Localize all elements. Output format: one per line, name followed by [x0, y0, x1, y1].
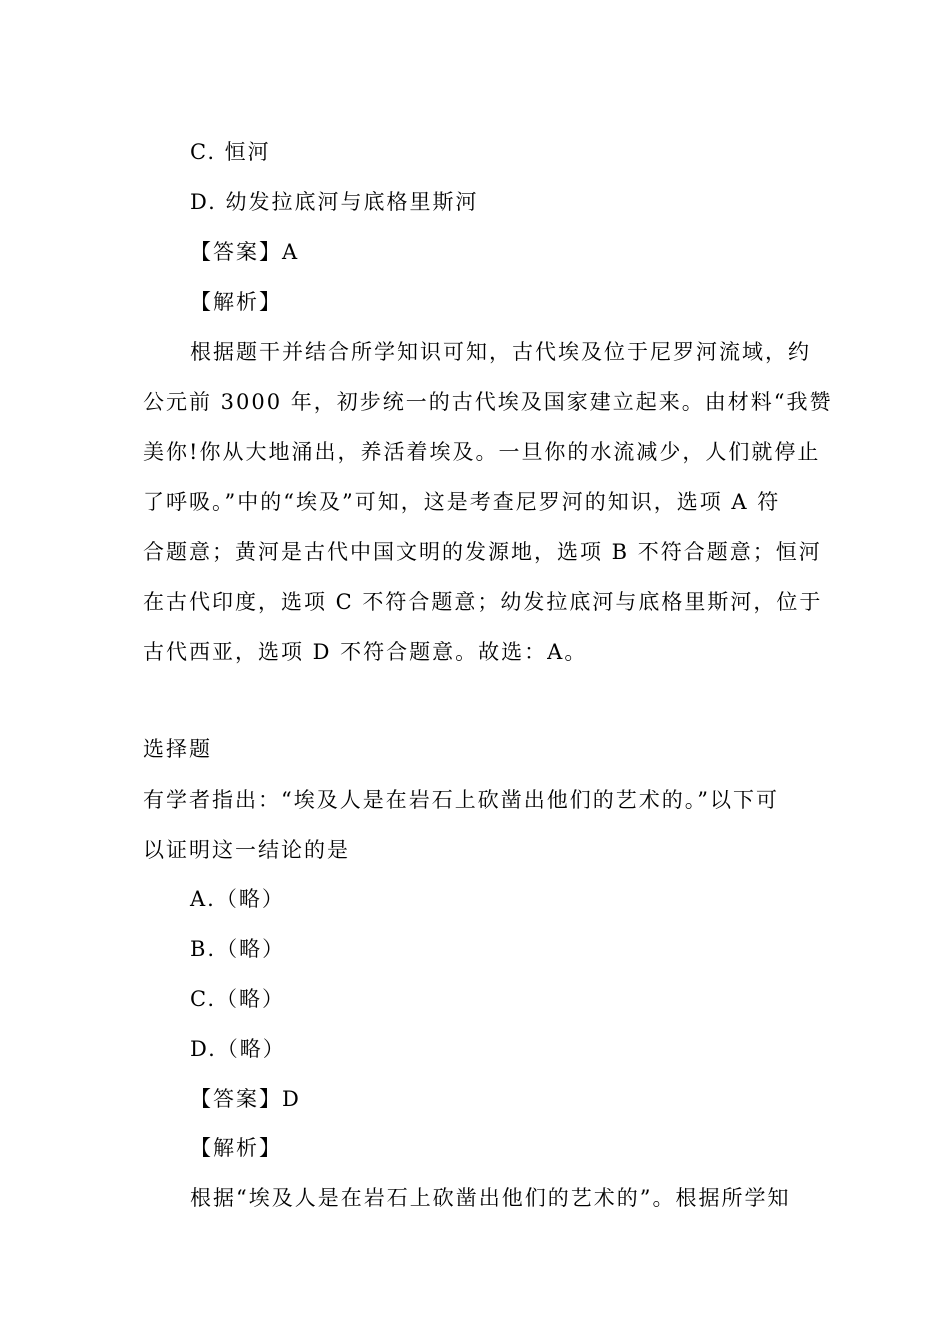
analysis-line: 公元前 3000 年，初步统一的古代埃及国家建立起来。由材料“我赞	[143, 390, 833, 414]
option-d: D. 幼发拉底河与底格里斯河	[190, 190, 479, 214]
analysis-label: 【解析】	[190, 1136, 282, 1160]
answer-label: 【答案】A	[190, 240, 300, 264]
question-stem-line: 有学者指出：“埃及人是在岩石上砍凿出他们的艺术的。”以下可	[143, 788, 779, 812]
analysis-line: 根据“埃及人是在岩石上砍凿出他们的艺术的”。根据所学知	[190, 1186, 791, 1210]
analysis-line: 合题意；黄河是古代中国文明的发源地，选项 B 不符合题意；恒河	[143, 540, 822, 564]
analysis-line: 在古代印度，选项 C 不符合题意；幼发拉底河与底格里斯河，位于	[143, 590, 823, 614]
question-type-label: 选择题	[143, 737, 212, 761]
option-b: B.（略）	[190, 937, 286, 961]
analysis-line: 古代西亚，选项 D 不符合题意。故选：A。	[143, 640, 588, 664]
answer-label: 【答案】D	[190, 1087, 301, 1111]
analysis-line: 了呼吸。”中的“埃及”可知，这是考查尼罗河的知识，选项 A 符	[143, 490, 781, 514]
option-c: C. 恒河	[190, 140, 271, 164]
option-d: D.（略）	[190, 1037, 286, 1061]
analysis-label: 【解析】	[190, 290, 282, 314]
analysis-line: 美你!你从大地涌出，养活着埃及。一旦你的水流减少，人们就停止	[143, 440, 821, 464]
option-a: A.（略）	[190, 887, 285, 911]
question-stem-line: 以证明这一结论的是	[143, 838, 350, 862]
option-c: C.（略）	[190, 987, 285, 1011]
analysis-line: 根据题干并结合所学知识可知，古代埃及位于尼罗河流域，约	[190, 340, 811, 364]
